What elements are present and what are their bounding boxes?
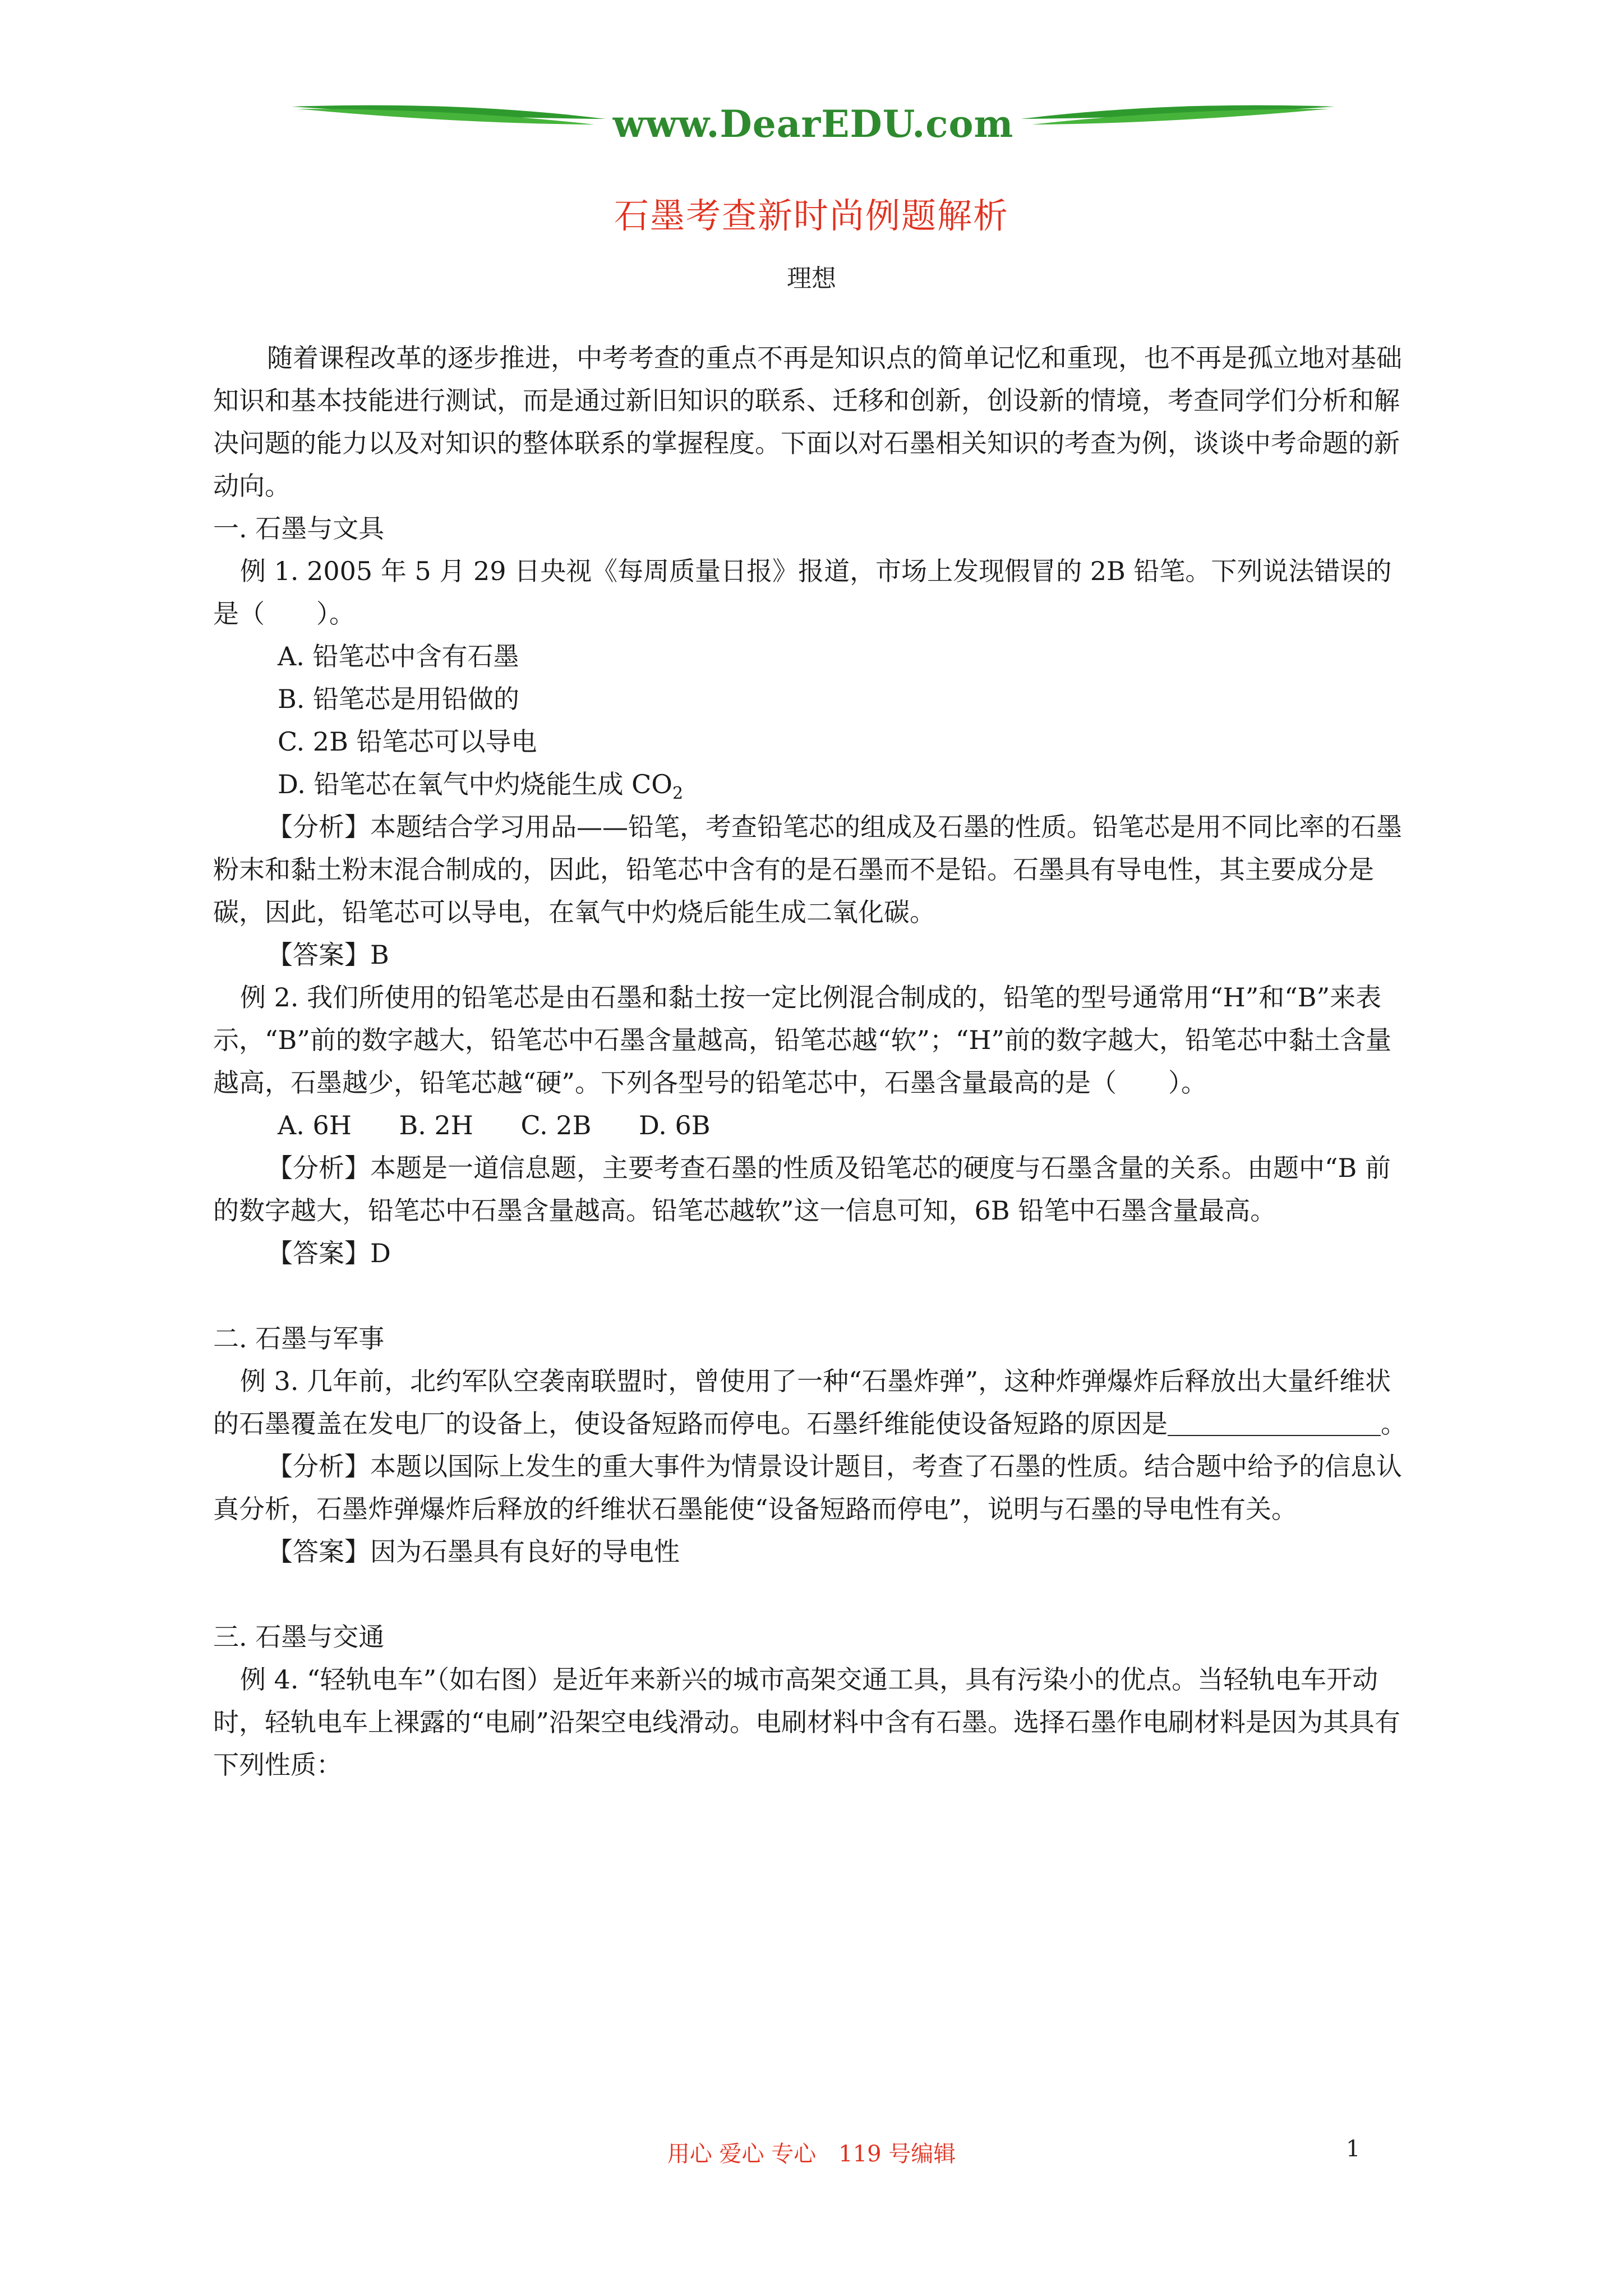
spacer bbox=[213, 1573, 1408, 1616]
example-3-analysis: 【分析】本题以国际上发生的重大事件为情景设计题目，考查了石墨的性质。结合题中给予的信息认真分析，石墨炸弹爆炸后释放的纤维状石墨能使“设备短路而停电”，说明与石墨的导电性有关。 bbox=[213, 1451, 1402, 1524]
document-body bbox=[213, 337, 1408, 1786]
example-2-answer: 【答案】D bbox=[267, 1238, 391, 1268]
page-footer: 用心 爱心 专心 119 号编辑 bbox=[667, 2141, 956, 2167]
section-heading: 一. 石墨与文具 bbox=[213, 513, 385, 544]
example-1-option-b: B. 铅笔芯是用铅做的 bbox=[278, 684, 520, 714]
document-author: 理想 bbox=[787, 264, 836, 293]
example-1-option-a: A. 铅笔芯中含有石墨 bbox=[278, 641, 519, 671]
example-3-text: 例 3. 几年前，北约军队空袭南联盟时，曾使用了一种“石墨炸弹”，这种炸弹爆炸后释放出大量纤维状的石墨覆盖在发电厂的设备上，使设备短路而停电。石墨纤维能使设备短路的原因是 bbox=[213, 1366, 1391, 1439]
example-1-analysis: 【分析】本题结合学习用品——铅笔，考查铅笔芯的组成及石墨的性质。铅笔芯是用不同比率的石墨粉末和黏土粉末混合制成的，因此，铅笔芯中含有的是石墨而不是铅。石墨具有导电性，其主要成分是碳，因此，铅笔芯可以导电，在氧气中灼烧后能生成二氧化碳。 bbox=[213, 812, 1402, 927]
example-2-option-d: D. 6B bbox=[639, 1110, 711, 1140]
example-2-question: 例 2. 我们所使用的铅笔芯是由石墨和黏土按一定比例混合制成的，铅笔的型号通常用“H”和“B”来表示，“B”前的数字越大，铅笔芯中石墨含量越高，铅笔芯越“软”；“H”前的数字越大，铅笔芯中黏土含量越高，石墨越少，铅笔芯越“硬”。下列各型号的铅笔芯中，石墨含量最高的是（ ）。 bbox=[213, 982, 1392, 1098]
site-logo-text: www.DearEDU.com bbox=[612, 102, 1014, 146]
example-2-option-b: B. 2H bbox=[399, 1110, 473, 1140]
page-number: 1 bbox=[1346, 2136, 1361, 2162]
spacer bbox=[213, 1274, 1408, 1317]
example-3-question bbox=[213, 1360, 1408, 1445]
example-1-option-c: C. 2B 铅笔芯可以导电 bbox=[278, 726, 537, 757]
document-title: 石墨考查新时尚例题解析 bbox=[614, 195, 1009, 236]
example-4-question: 例 4. “轻轨电车”（如右图）是近年来新兴的城市高架交通工具，具有污染小的优点。当轻轨电车开动时，轻轨电车上裸露的“电刷”沿架空电线滑动。电刷材料中含有石墨。选择石墨作电刷材料是因为其具有下列性质： bbox=[213, 1664, 1401, 1780]
section-heading: 二. 石墨与军事 bbox=[213, 1323, 385, 1354]
option-d-text: D. 铅笔芯在氧气中灼烧能生成 CO bbox=[278, 769, 673, 799]
example-1-answer: 【答案】B bbox=[267, 940, 389, 970]
section-heading: 三. 石墨与交通 bbox=[213, 1622, 385, 1652]
example-1-question: 例 1. 2005 年 5 月 29 日央视《每周质量日报》报道，市场上发现假冒的 2B 铅笔。下列说法错误的是（ ）。 bbox=[213, 556, 1392, 629]
example-2-option-a: A. 6H bbox=[278, 1110, 352, 1140]
example-2-options bbox=[213, 1104, 1408, 1147]
example-1-option-d bbox=[213, 763, 1408, 806]
answer-blank bbox=[1168, 1408, 1381, 1436]
intro-paragraph: 随着课程改革的逐步推进，中考考查的重点不再是知识点的简单记忆和重现，也不再是孤立地对基础知识和基本技能进行测试，而是通过新旧知识的联系、迁移和创新，创设新的情境，考查同学们分析和解决问题的能力以及对知识的整体联系的掌握程度。下面以对石墨相关知识的考查为例，谈谈中考命题的新动向。 bbox=[213, 343, 1402, 501]
example-3-answer: 【答案】因为石墨具有良好的导电性 bbox=[267, 1536, 680, 1567]
site-banner bbox=[292, 84, 1335, 163]
example-2-option-c: C. 2B bbox=[520, 1110, 592, 1140]
example-3-end: 。 bbox=[1381, 1409, 1407, 1439]
subscript: 2 bbox=[672, 784, 684, 803]
example-2-analysis: 【分析】本题是一道信息题，主要考查石墨的性质及铅笔芯的硬度与石墨含量的关系。由题中“B 前的数字越大，铅笔芯中石墨含量越高。铅笔芯越软”这一信息可知，6B 铅笔中石墨含量最高。 bbox=[213, 1153, 1391, 1226]
